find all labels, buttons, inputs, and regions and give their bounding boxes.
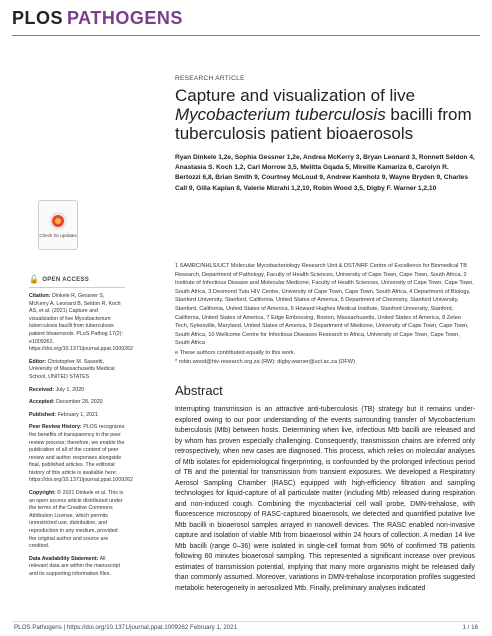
article-sidebar bbox=[29, 275, 133, 579]
open-access-banner bbox=[29, 275, 125, 288]
header-divider bbox=[12, 35, 480, 36]
footer-citation[interactable]: PLOS Pathogens | https://doi.org/10.1371/journal.ppat.1009262 February 1, 2021 bbox=[14, 624, 238, 631]
page-number: 1 / 16 bbox=[462, 624, 478, 631]
editor-label: Editor: bbox=[29, 358, 47, 365]
open-access-lock-icon: 🔓 bbox=[29, 275, 40, 284]
received-date: July 1, 2020 bbox=[55, 386, 85, 393]
data-availability-block bbox=[29, 556, 125, 579]
accepted-date: December 28, 2020 bbox=[56, 399, 103, 406]
accepted-block bbox=[29, 399, 125, 407]
author-notes bbox=[175, 349, 475, 367]
abstract-heading: Abstract bbox=[175, 383, 223, 398]
citation-label: Citation: bbox=[29, 293, 51, 299]
affiliations: 1 SAMRC/NHLS/UCT Molecular Mycobacteriology Research Unit & DST/NRF Centre of Excellence for Biomedical TB Research, Department of Pathology, Faculty of Health Sciences, University of Cape Town, Cape Town, South Africa, 2 Institute of Infectious Disease and Molecular Medicine, Faculty of Health Sciences, University of Cape Town, Cape Town, South Africa, 3 Desmond Tutu HIV Centre, University of Cape Town, Cape Town, South Africa, 4 Department of Biology, Stanford University, Stanford, California, United States of America, 5 Department of Chemistry, Stanford University, Stanford, California, United States of America, 6 Howard Hughes Medical Institute, Stanford University, Stanford, California, United States of America, 7 Edge Embossing, Boston, Massachusetts, United States of America, 8 Zeteo Tech, Sykesville, Maryland, United States of America, 9 Department of Medicine, University of Cape Town, Cape Town, South Africa, 10 Wellcome Centre for Infectious Diseases Research in Africa, University of Cape Town, Cape Town, South Africa bbox=[175, 263, 474, 347]
equal-contribution-note: e These authors contributed equally to this work. bbox=[175, 350, 296, 356]
received-block bbox=[29, 387, 125, 395]
footer-divider bbox=[12, 621, 480, 622]
check-for-updates-label: Check for updates bbox=[39, 232, 77, 238]
received-label: Received: bbox=[29, 386, 55, 393]
accepted-label: Accepted: bbox=[29, 399, 55, 406]
copyright-block bbox=[29, 490, 125, 551]
peer-review-text: PLOS recognizes the benefits of transparency in the peer review process; therefore, we enable the publication of all of the content of peer review and author responses alongside final, published articles. The editorial history of this article is available here: https://doi.org/10.1371/journal.ppat.1009262 bbox=[29, 424, 133, 484]
abstract-text: Interrupting transmission is an attractive anti-tuberculosis (TB) strategy but it remains under-explored owing to our poor understanding of the events surrounding transfer of Mycobacterium tuberculosis (Mtb) between hosts. Determining when live, infectious Mtb bacilli are released and by whom has proven especially challenging. Consequently, transmission chains are inferred only retrospectively, when new cases are diagnosed. This process, which relies on molecular analyses of Mtb isolates for epidemiological fingerprinting, is confounded by the prolonged infectious period of TB and the potential for transmission from transient exposures. We developed a Respiratory Aerosol Sampling Chamber (RASC) equipped with high-efficiency filtration and sampling technologies for liquid-capture of all particulate matter (including Mtb) released during respiration and non-induced cough. Combining the mycobacterial cell wall probe, DMN-trehalose, with fluorescence microscopy of RASC-captured bioaerosols, we detected and quantified putative live Mtb bacilli in bioaerosol samples arrayed in nanowell devices. The RASC enabled non-invasive capture and isolation of viable Mtb from bioaerosol within 24 hours of collection. A median 14 live Mtb bacilli (range 0–36) were isolated in single-cell format from 90% of confirmed TB patients following 60 minutes bioaerosol sampling. This represented a significant increase over previous estimates of transmission potential, implying that many more organisms might be released daily than commonly assumed. Moreover, variations in DMN-trehalose incorporation profiles suggested metabolic heterogeneity in aerosolized Mtb. Finally, preliminary analyses indicated bbox=[175, 406, 475, 592]
published-block bbox=[29, 412, 125, 420]
title-italic-organism: Mycobacterium tuberculosis bbox=[175, 105, 386, 124]
article-title bbox=[175, 86, 475, 143]
copyright-text: © 2021 Dinkele et al. This is an open access article distributed under the terms of the Creative Commons Attribution License, which permits unrestricted use, distribution, and reproduction in any medium, provided the original author and source are credited. bbox=[29, 490, 124, 550]
corresponding-emails[interactable]: * robin.wood@hiv-research.org.za (RW); digby.warner@uct.ac.za (DFW) bbox=[175, 359, 355, 365]
title-line-2-rest: bacilli from bbox=[385, 105, 472, 124]
data-availability-label: Data Availability Statement: bbox=[29, 555, 99, 562]
journal-brand-name: PATHOGENS bbox=[67, 8, 183, 28]
published-date: February 1, 2021 bbox=[57, 411, 98, 418]
journal-brand-plos: PLOS bbox=[12, 8, 64, 28]
editor-text: Christopher M. Sassetti, University of Massachusetts Medical School, UNITED STATES bbox=[29, 358, 115, 380]
author-list: Ryan Dinkele 1,2e, Sophia Gessner 1,2e, Andrea McKerry 3, Bryan Leonard 3, Ronnett Seldon 4, Anastasia S. Koch 1,2, Carl Morrow 3,5, Melitta Gqada 5, Mireille Kamariza 6, Carolyn R. Bertozzi 6,8, Brian Smith 9, Courtney McLoud 9, Andrew Kamholz 9, Wayne Bryden 9, Charles Call 9, Gilla Kaplan 8, Valerie Mizrahi 1,2,10, Robin Wood 3,5, Digby F. Warner 1,2,10 bbox=[175, 154, 475, 192]
check-for-updates-badge[interactable] bbox=[38, 200, 78, 250]
copyright-label: Copyright: bbox=[29, 490, 56, 497]
citation-text: Dinkele R, Gessner S, McKerry A, Leonard B, Seldon R, Koch AS, et al. (2021) Capture and visualization of live Mycobacterium tuberculosis bacilli from tuberculosis patient bioaerosols. PLoS Pathog 17(2): e1009262. https://doi.org/10.1371/journal.ppat.1009262 bbox=[29, 293, 133, 353]
article-type: RESEARCH ARTICLE bbox=[175, 75, 245, 82]
peer-review-block bbox=[29, 424, 133, 485]
citation-block bbox=[29, 293, 133, 354]
journal-header bbox=[12, 8, 183, 34]
title-line-3: tuberculosis patient bioaerosols bbox=[175, 124, 414, 143]
peer-review-label: Peer Review History: bbox=[29, 424, 82, 431]
published-label: Published: bbox=[29, 411, 57, 418]
title-line-1: Capture and visualization of live bbox=[175, 86, 416, 105]
crossmark-icon bbox=[49, 212, 67, 230]
data-availability-text: All relevant data are within the manuscript and its supporting information files. bbox=[29, 555, 120, 577]
open-access-label: OPEN ACCESS bbox=[42, 276, 90, 283]
editor-block bbox=[29, 359, 125, 382]
